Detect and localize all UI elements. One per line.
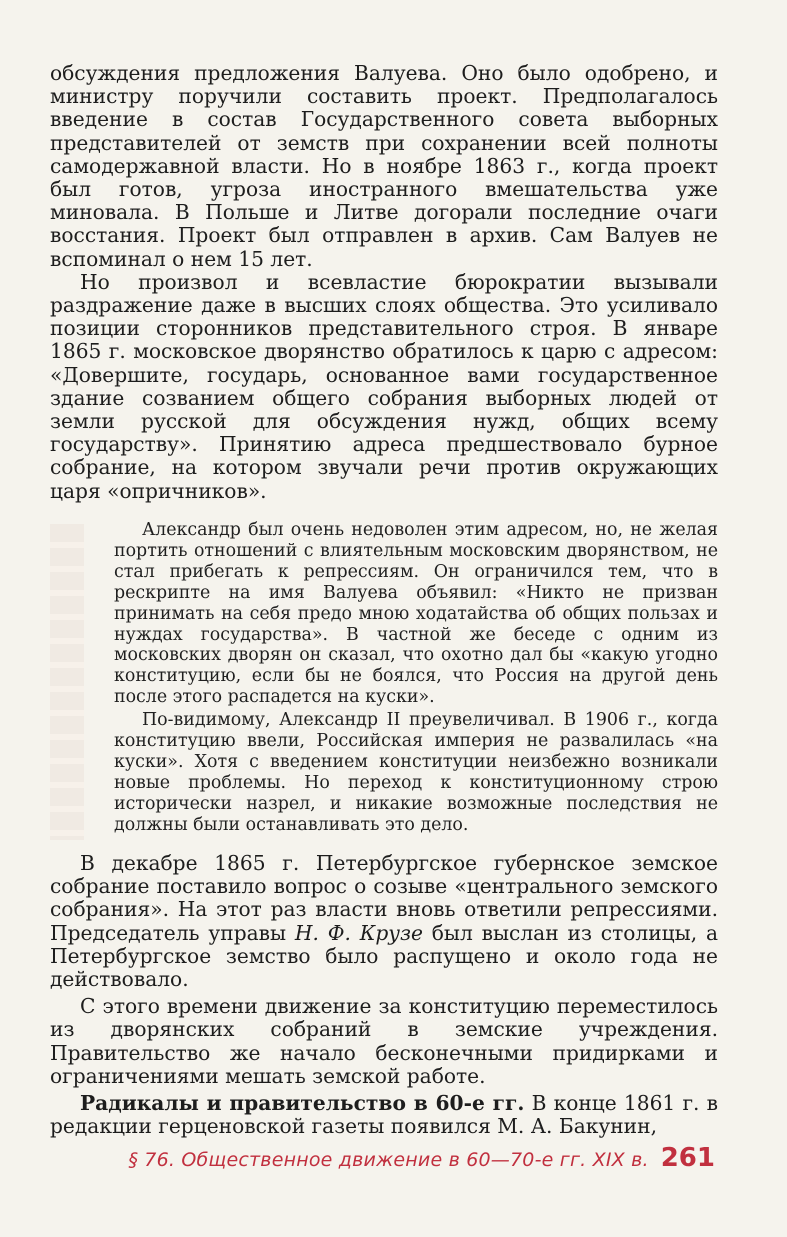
decorative-margin-strip xyxy=(50,524,84,840)
paragraph-4: С этого времени движение за конституцию переместилось из дворянских собраний в земские учреждения. Правительство же начало бесконечными придирками и ограничениями мешать земской работе. xyxy=(50,994,718,1088)
main-text-upper xyxy=(50,62,718,503)
page-footer xyxy=(128,1143,715,1173)
paragraph-3 xyxy=(50,852,718,991)
paragraph-3-before: В декабре 1865 г. Петербургское губернское земское собрание поставило вопрос о созыве «центрального земского собрания». На этот раз власти вновь ответили репрессиями. Председатель управы xyxy=(50,851,718,945)
paragraph-5-text: В конце 1861 г. в редакции герценовской газеты появился М. А. Бакунин, xyxy=(50,1091,718,1139)
paragraph-3-after: был выслан из столицы, а Петербургское земство было распущено и около года не действовало. xyxy=(50,920,718,992)
paragraph-2: Но произвол и всевластие бюрократии вызывали раздражение даже в высших слоях общества. Это усиливало позиции сторонников представительного строя. В январе 1865 г. московское дворянство обратилось к царю с адресом: «Довершите, государь, основанное вами государственное здание созванием общего собрания выборных людей от земли русской для обсуждения нужд, общих всему государству». Принятию адреса предшествовало бурное собрание, на котором звучали речи против окружающих царя «опричников». xyxy=(50,269,718,503)
note-text xyxy=(114,520,718,836)
main-text-lower xyxy=(50,852,718,1138)
paragraph-1: обсуждения предложения Валуева. Оно было одобрено, и министру поручили составить проект. Предполагалось введение в состав Государственного совета выборных представителей от земств при сохранении всей полноты самодержавной власти. Но в ноябре 1863 г., когда проект был готов, угроза иностранного вмешательства уже миновала. В Польше и Литве догорали последние очаги восстания. Проект был отправлен в архив. Сам Валуев не вспоминал о нем 15 лет. xyxy=(50,61,718,271)
page-number: 261 xyxy=(660,1143,715,1173)
note-paragraph-2: По-видимому, Александр II преувеличивал. В 1906 г., когда конституцию ввели, Российская империя не развалилась «на куски». Хотя с введением конституции неизбежно возникали новые проблемы. Но переход к конституционному строю исторически назрел, и никакие возможные последствия не должны были останавливать это дело. xyxy=(114,710,718,835)
note-paragraph-1: Александр был очень недоволен этим адресом, но, не желая портить отношений с влиятельным московским дворянством, не стал прибегать к репрессиям. Он ограничился тем, что в рескрипте на имя Валуева объявил: «Никто не призван принимать на себя предо мною ходатайства об общих пользах и нуждах государства». В частной же беседе с одним из московских дворян он сказал, что охотно дал бы «какую угодно конституцию, если бы не боялся, что Россия на другой день после этого распадется на куски». xyxy=(114,520,718,708)
paragraph-5 xyxy=(50,1092,718,1138)
section-subheading: Радикалы и правительство в 60-е гг. xyxy=(80,1091,525,1116)
historical-note xyxy=(50,520,718,846)
footer-section-title: § 76. Общественное движение в 60—70-е гг. XIX в. xyxy=(128,1149,649,1171)
person-name: Н. Ф. Крузе xyxy=(294,920,423,945)
